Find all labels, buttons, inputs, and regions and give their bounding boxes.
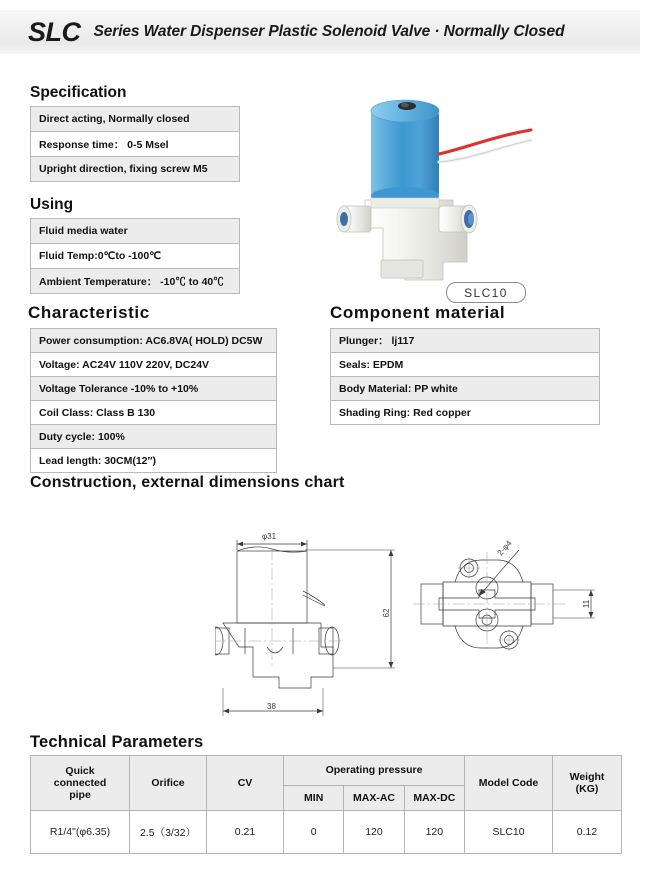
lead-wires xyxy=(439,130,531,162)
specification-row: Upright direction, fixing screw M5 xyxy=(31,157,239,182)
characteristic-row: Duty cycle: 100% xyxy=(31,425,276,449)
solenoid-valve-image xyxy=(335,78,610,303)
cell-max-ac: 120 xyxy=(344,811,404,854)
characteristic-row: Coil Class: Class B 130 xyxy=(31,401,276,425)
header-line: (KG) xyxy=(575,783,599,795)
characteristic-row: Power consumption: AC6.8VA( HOLD) DC5W xyxy=(31,329,276,353)
specification-table xyxy=(30,106,240,182)
front-view xyxy=(215,532,395,716)
using-row: Ambient Temperature： -10℃ to 40℃ xyxy=(31,269,239,294)
header-subtitle: Series Water Dispenser Plastic Solenoid Valve · Normally Closed xyxy=(93,23,565,40)
model-badge: SLC10 xyxy=(446,282,526,303)
cell-min: 0 xyxy=(284,811,344,854)
valve-body xyxy=(337,198,477,280)
cell-model-code: SLC10 xyxy=(465,811,553,854)
tech-table-head xyxy=(31,756,622,811)
header-max-dc: MAX-DC xyxy=(404,785,464,810)
specification-row: Direct acting, Normally closed xyxy=(31,107,239,132)
cell-weight: 0.12 xyxy=(553,811,622,854)
cell-orifice: 2.5（3/32） xyxy=(130,811,207,854)
header-weight xyxy=(553,756,622,811)
specification-row: Response time： 0-5 Msel xyxy=(31,132,239,157)
page-header xyxy=(0,10,640,54)
tech-table-body xyxy=(31,811,622,854)
component-row: Shading Ring: Red copper xyxy=(331,401,599,425)
characteristic-row: Lead length: 30CM(12″) xyxy=(31,449,276,473)
header-max-ac: MAX-AC xyxy=(344,785,404,810)
using-heading: Using xyxy=(30,196,74,213)
side-view xyxy=(413,538,595,652)
cell-max-dc: 120 xyxy=(404,811,464,854)
tech-header-row-1 xyxy=(31,756,622,786)
dim-top-label: φ31 xyxy=(262,532,277,541)
coil-housing xyxy=(371,100,439,205)
dim-side-height-label: 11 xyxy=(582,599,591,609)
product-photo xyxy=(335,78,610,303)
specification-heading: Specification xyxy=(30,84,127,101)
using-row: Fluid media water xyxy=(31,219,239,244)
cell-quick-connected-pipe: R1/4"(φ6.35) xyxy=(31,811,130,854)
table-row xyxy=(31,811,622,854)
header-operating-pressure: Operating pressure xyxy=(284,756,465,786)
using-row: Fluid Temp:0℃to -100℃ xyxy=(31,244,239,269)
using-table xyxy=(30,218,240,294)
component-material-heading: Component material xyxy=(330,303,506,322)
drawing-svg xyxy=(215,498,605,730)
characteristic-table xyxy=(30,328,277,473)
dim-width-label: 38 xyxy=(267,702,276,711)
characteristic-heading: Characteristic xyxy=(28,303,150,322)
component-row: Seals: EPDM xyxy=(331,353,599,377)
header-min: MIN xyxy=(284,785,344,810)
header-line: pipe xyxy=(69,789,91,801)
characteristic-row: Voltage: AC24V 110V 220V, DC24V xyxy=(31,353,276,377)
header-line: Quick xyxy=(65,765,95,777)
component-material-table xyxy=(330,328,600,425)
technical-parameters-heading: Technical Parameters xyxy=(30,733,204,751)
dim-holes-label: 2-φ4 xyxy=(495,538,514,558)
component-row: Plunger： lj117 xyxy=(331,329,599,353)
header-line: Weight xyxy=(569,771,605,783)
characteristic-row: Voltage Tolerance -10% to +10% xyxy=(31,377,276,401)
header-model-code: Model Code xyxy=(465,756,553,811)
cell-cv: 0.21 xyxy=(207,811,284,854)
header-orifice: Orifice xyxy=(130,756,207,811)
technical-parameters-table xyxy=(30,755,622,854)
header-line: connected xyxy=(53,777,107,789)
header-quick-connected-pipe xyxy=(31,756,130,811)
construction-heading: Construction, external dimensions chart xyxy=(30,474,345,491)
dim-height-label: 62 xyxy=(382,608,391,618)
brand-title: SLC xyxy=(28,16,81,47)
component-row: Body Material: PP white xyxy=(331,377,599,401)
dimension-drawings xyxy=(215,498,605,730)
header-cv: CV xyxy=(207,756,284,811)
